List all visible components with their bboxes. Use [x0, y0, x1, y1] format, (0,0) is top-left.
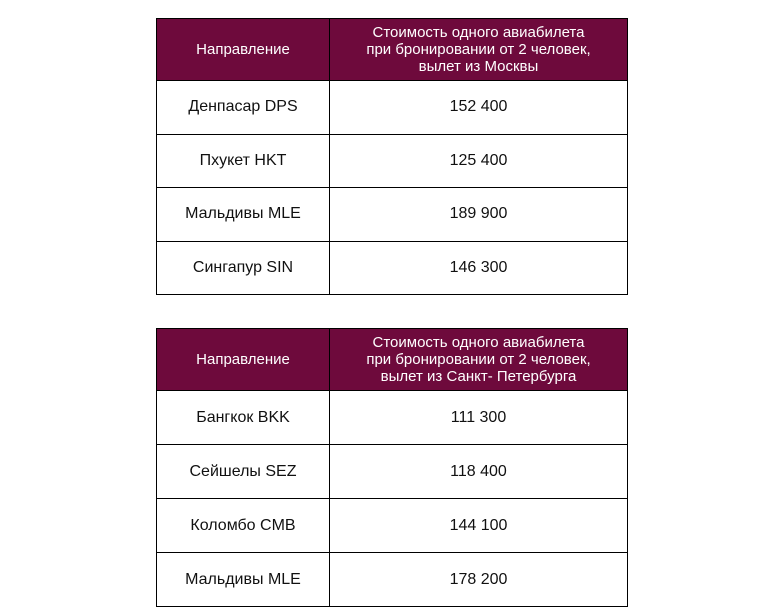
moscow-price-table — [156, 18, 628, 295]
price-column-header: Стоимость одного авиабилета при бронировании от 2 человек, вылет из Москвы — [330, 19, 628, 81]
table-row — [157, 188, 628, 242]
price-cell: 189 900 — [330, 188, 628, 242]
table-row — [157, 499, 628, 553]
direction-cell: Пхукет HKT — [157, 134, 330, 188]
price-cell: 178 200 — [330, 553, 628, 607]
direction-cell: Бангкок BKK — [157, 391, 330, 445]
table-row — [157, 81, 628, 135]
table-row — [157, 241, 628, 295]
direction-cell: Мальдивы MLE — [157, 553, 330, 607]
price-cell: 144 100 — [330, 499, 628, 553]
price-cell: 111 300 — [330, 391, 628, 445]
price-cell: 125 400 — [330, 134, 628, 188]
table-header-row — [157, 329, 628, 391]
direction-cell: Сингапур SIN — [157, 241, 330, 295]
table-row — [157, 553, 628, 607]
spb-price-table — [156, 328, 628, 607]
direction-column-header: Направление — [157, 329, 330, 391]
price-cell: 152 400 — [330, 81, 628, 135]
direction-column-header: Направление — [157, 19, 330, 81]
price-cell: 146 300 — [330, 241, 628, 295]
table-header-row — [157, 19, 628, 81]
price-cell: 118 400 — [330, 445, 628, 499]
price-column-header: Стоимость одного авиабилета при бронировании от 2 человек, вылет из Санкт- Петербурга — [330, 329, 628, 391]
direction-cell: Коломбо CMB — [157, 499, 330, 553]
table-row — [157, 445, 628, 499]
table-row — [157, 391, 628, 445]
table-row — [157, 134, 628, 188]
direction-cell: Сейшелы SEZ — [157, 445, 330, 499]
direction-cell: Мальдивы MLE — [157, 188, 330, 242]
direction-cell: Денпасар DPS — [157, 81, 330, 135]
